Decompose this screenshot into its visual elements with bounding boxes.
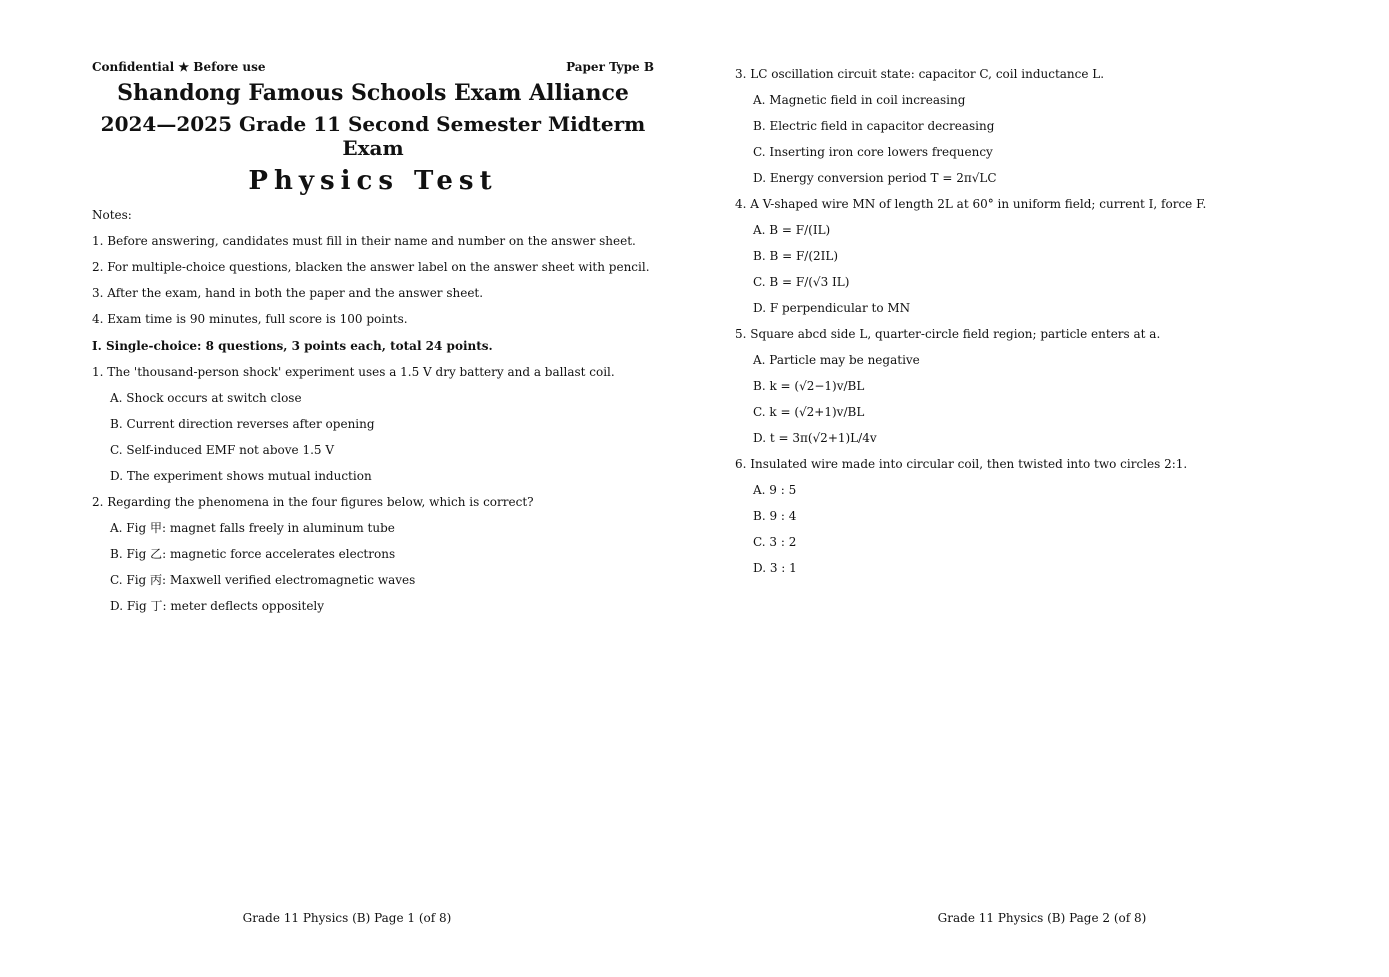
q2: 2. Regarding the phenomena in the four figures below, which is correct?	[92, 495, 534, 509]
q1-opt-b: B. Current direction reverses after opening	[110, 417, 375, 431]
q2-opt-d: D. Fig 丁: meter deflects oppositely	[110, 599, 325, 613]
q2-opt-b: B. Fig 乙: magnetic force accelerates electrons	[110, 547, 396, 561]
q5-opt-c: C. k = (√2+1)v/BL	[753, 405, 865, 419]
right-footer: Grade 11 Physics (B) Page 2 (of 8)	[937, 911, 1147, 925]
note-1: 1. Before answering, candidates must fill in their name and number on the answer sheet.	[92, 234, 636, 248]
q3-opt-a: A. Magnetic field in coil increasing	[753, 93, 966, 107]
q6-opt-c: C. 3 : 2	[753, 535, 797, 549]
note-4: 4. Exam time is 90 minutes, full score is 100 points.	[92, 312, 408, 326]
q2-opt-c: C. Fig 丙: Maxwell verified electromagnetic waves	[110, 573, 416, 587]
q4-opt-a: A. B = F/(IL)	[753, 223, 831, 237]
q5-opt-b: B. k = (√2−1)v/BL	[753, 379, 865, 393]
q1-opt-a: A. Shock occurs at switch close	[110, 391, 302, 405]
q1: 1. The 'thousand-person shock' experiment uses a 1.5 V dry battery and a ballast coil.	[92, 365, 615, 379]
q3-opt-b: B. Electric field in capacitor decreasing	[753, 119, 995, 133]
header-right: Paper Type B	[566, 60, 654, 74]
q6-opt-d: D. 3 : 1	[753, 561, 797, 575]
left-page	[0, 0, 694, 977]
title-3: Physics Test	[248, 166, 498, 196]
q5: 5. Square abcd side L, quarter-circle field region; particle enters at a.	[735, 327, 1161, 341]
q1-opt-d: D. The experiment shows mutual induction	[110, 469, 372, 483]
q5-opt-a: A. Particle may be negative	[753, 353, 920, 367]
note-3: 3. After the exam, hand in both the paper and the answer sheet.	[92, 286, 484, 300]
q4-opt-b: B. B = F/(2IL)	[753, 249, 839, 263]
q6-opt-b: B. 9 : 4	[753, 509, 797, 523]
q4: 4. A V-shaped wire MN of length 2L at 60° in uniform field; current I, force F.	[735, 197, 1207, 211]
q3-opt-d: D. Energy conversion period T = 2π√LC	[753, 171, 997, 185]
q3-opt-c: C. Inserting iron core lowers frequency	[753, 145, 993, 159]
left-footer: Grade 11 Physics (B) Page 1 (of 8)	[242, 911, 452, 925]
header-left: Confidential ★ Before use	[92, 60, 266, 74]
q1-opt-c: C. Self-induced EMF not above 1.5 V	[110, 443, 335, 457]
q3: 3. LC oscillation circuit state: capacitor C, coil inductance L.	[735, 67, 1105, 81]
title-2: 2024—2025 Grade 11 Second Semester Midterm Exam	[100, 112, 646, 160]
q5-opt-d: D. t = 3π(√2+1)L/4v	[753, 431, 877, 445]
section-title: I. Single-choice: 8 questions, 3 points each, total 24 points.	[92, 339, 493, 353]
q6-opt-a: A. 9 : 5	[753, 483, 797, 497]
notes-title: Notes:	[92, 208, 132, 222]
note-2: 2. For multiple-choice questions, blacken the answer label on the answer sheet with pencil.	[92, 260, 650, 274]
q4-opt-d: D. F perpendicular to MN	[753, 301, 911, 315]
q6: 6. Insulated wire made into circular coil, then twisted into two circles 2:1.	[735, 457, 1188, 471]
q2-opt-a: A. Fig 甲: magnet falls freely in aluminum tube	[110, 521, 395, 535]
title-1: Shandong Famous Schools Exam Alliance	[117, 80, 629, 106]
q4-opt-c: C. B = F/(√3 IL)	[753, 275, 850, 289]
right-page	[695, 0, 1389, 977]
